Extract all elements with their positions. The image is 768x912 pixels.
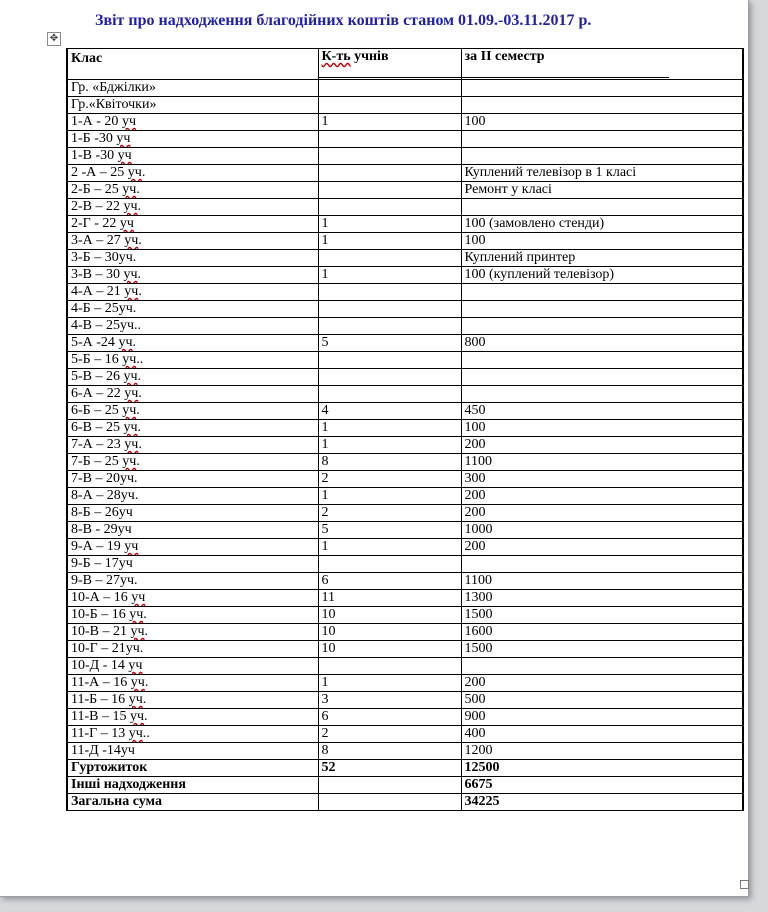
table-row <box>67 607 743 624</box>
class-label: 6-Б – 25 <box>71 403 123 418</box>
class-label-suffix: . <box>142 692 147 707</box>
amount-cell: 1500 <box>461 607 743 624</box>
class-label-underlined: уч <box>117 148 132 163</box>
amount-cell <box>461 80 743 97</box>
table-row <box>67 97 743 114</box>
amount-cell: 1000 <box>461 522 743 539</box>
table-row <box>67 675 743 692</box>
amount-cell <box>461 318 743 335</box>
class-cell <box>67 726 318 743</box>
count-cell: 5 <box>318 335 461 352</box>
class-cell <box>67 199 318 216</box>
amount-cell: Куплений телевізор в 1 класі <box>461 165 743 182</box>
totals-label: Інші надходження <box>67 777 318 794</box>
amount-cell: 500 <box>461 692 743 709</box>
count-cell: 1 <box>318 488 461 505</box>
class-label-suffix: . <box>138 233 142 248</box>
count-cell: 4 <box>318 403 461 420</box>
amount-cell: 400 <box>461 726 743 743</box>
count-cell: 2 <box>318 726 461 743</box>
class-label: Гр. «Бджілки» <box>71 80 156 95</box>
class-label: 1-А - 20 <box>71 114 122 129</box>
class-label-suffix: . <box>144 709 148 724</box>
class-label-underlined: уч <box>123 420 138 435</box>
table-row <box>67 420 743 437</box>
class-cell <box>67 522 318 539</box>
class-label-underlined: уч <box>128 658 143 673</box>
class-label: 11-Г – 13 <box>71 726 129 741</box>
class-label-suffix: . <box>136 403 140 418</box>
class-cell <box>67 573 318 590</box>
table-row <box>67 641 743 658</box>
amount-cell <box>461 556 743 573</box>
class-label: 2-Г - 22 <box>71 216 120 231</box>
totals-label: Гуртожиток <box>67 760 318 777</box>
count-cell: 2 <box>318 471 461 488</box>
class-cell <box>67 556 318 573</box>
class-label-underlined: уч <box>122 403 137 418</box>
class-label-underlined: уч <box>129 709 145 724</box>
count-cell: 6 <box>318 573 461 590</box>
amount-cell: 100 (куплений телевізор) <box>461 267 743 284</box>
class-label: 4-В – 25уч.. <box>71 318 142 333</box>
class-label-suffix: .. <box>142 726 150 741</box>
class-label: 9-В – 27уч. <box>71 573 138 588</box>
class-label-underlined: уч <box>127 165 142 180</box>
table-row <box>67 692 743 709</box>
class-cell <box>67 471 318 488</box>
table-row <box>67 709 743 726</box>
count-cell <box>318 250 461 267</box>
table-row <box>67 335 743 352</box>
count-cell: 5 <box>318 522 461 539</box>
class-label: 10-Б – 16 <box>71 607 130 622</box>
amount-cell: 200 <box>461 505 743 522</box>
class-label: 8-Б – 26уч <box>71 505 133 520</box>
report-title: Звіт про надходження благодійних коштів станом 01.09.-03.11.2017 р. <box>95 12 592 29</box>
table-row <box>67 743 743 760</box>
count-cell <box>318 131 461 148</box>
amount-cell: Ремонт у класі <box>461 182 743 199</box>
class-cell <box>67 709 318 726</box>
class-cell <box>67 97 318 114</box>
class-label: 7-Б – 25 <box>71 454 123 469</box>
class-cell <box>67 80 318 97</box>
count-cell <box>318 301 461 318</box>
class-label: 11-В – 15 <box>71 709 130 724</box>
table-row <box>67 437 743 454</box>
count-cell <box>318 97 461 114</box>
count-cell: 8 <box>318 743 461 760</box>
class-cell <box>67 335 318 352</box>
totals-label: Загальна сума <box>67 794 318 811</box>
header-semester: за II семестр <box>461 49 743 80</box>
count-cell <box>318 199 461 216</box>
class-cell <box>67 369 318 386</box>
class-label-suffix: . <box>144 675 149 690</box>
totals-count <box>318 794 461 811</box>
count-cell: 1 <box>318 114 461 131</box>
class-label: 4-Б – 25уч. <box>71 301 137 316</box>
amount-cell <box>461 386 743 403</box>
table-row <box>67 301 743 318</box>
amount-cell: Куплений принтер <box>461 250 743 267</box>
header-sub-divider <box>319 77 669 78</box>
class-cell <box>67 692 318 709</box>
amount-cell <box>461 131 743 148</box>
class-label-underlined: уч <box>119 216 134 231</box>
class-label: 8-В - 29уч <box>71 522 132 537</box>
table-row <box>67 131 743 148</box>
totals-amount: 12500 <box>461 760 743 777</box>
totals-count <box>318 777 461 794</box>
count-cell: 1 <box>318 675 461 692</box>
table-row <box>67 318 743 335</box>
class-label-underlined: уч <box>123 267 138 282</box>
amount-cell: 1600 <box>461 624 743 641</box>
count-cell <box>318 369 461 386</box>
table-row <box>67 148 743 165</box>
amount-cell: 200 <box>461 675 743 692</box>
class-cell <box>67 131 318 148</box>
class-label: 9-А – 19 <box>71 539 125 554</box>
class-label-underlined: уч <box>116 131 131 146</box>
class-cell <box>67 165 318 182</box>
class-label-underlined: уч <box>128 692 143 707</box>
count-cell <box>318 182 461 199</box>
amount-cell: 1500 <box>461 641 743 658</box>
class-cell <box>67 114 318 131</box>
amount-cell: 200 <box>461 539 743 556</box>
class-label: 3-В – 30 <box>71 267 124 282</box>
class-cell <box>67 318 318 335</box>
count-cell <box>318 165 461 182</box>
class-cell <box>67 284 318 301</box>
class-label: 6-А – 22 <box>71 386 125 401</box>
amount-cell <box>461 97 743 114</box>
table-row <box>67 250 743 267</box>
class-label-underlined: уч <box>122 352 137 367</box>
count-cell <box>318 556 461 573</box>
class-cell <box>67 624 318 641</box>
table-row <box>67 454 743 471</box>
class-label-underlined: уч <box>131 590 146 605</box>
class-label-underlined: уч <box>122 182 137 197</box>
amount-cell <box>461 199 743 216</box>
class-label: 10-В – 21 <box>71 624 131 639</box>
class-cell <box>67 250 318 267</box>
table-resize-handle[interactable] <box>740 880 749 889</box>
count-cell: 1 <box>318 437 461 454</box>
table-row <box>67 216 743 233</box>
header-count-abbr: К-ть <box>321 49 351 64</box>
class-label-underlined: уч <box>121 114 136 129</box>
table-row <box>67 471 743 488</box>
table-row <box>67 539 743 556</box>
count-cell: 1 <box>318 267 461 284</box>
amount-cell: 100 <box>461 420 743 437</box>
class-label-underlined: уч <box>118 335 133 350</box>
class-label: 10-А – 16 <box>71 590 132 605</box>
class-cell <box>67 539 318 556</box>
count-cell: 2 <box>318 505 461 522</box>
class-label-suffix: . <box>137 369 142 384</box>
class-label-suffix: . <box>141 165 146 180</box>
count-cell <box>318 318 461 335</box>
class-cell <box>67 420 318 437</box>
count-cell <box>318 80 461 97</box>
header-count-rest: учнів <box>350 49 389 64</box>
table-row <box>67 488 743 505</box>
class-label-suffix: . <box>138 386 142 401</box>
class-label-suffix: . <box>143 607 147 622</box>
table-row <box>67 199 743 216</box>
class-label-underlined: уч <box>122 454 137 469</box>
table-header-row <box>67 49 743 80</box>
totals-row <box>67 777 743 794</box>
class-label-underlined: уч <box>124 437 139 452</box>
count-cell: 1 <box>318 420 461 437</box>
count-cell: 6 <box>318 709 461 726</box>
amount-cell <box>461 352 743 369</box>
class-label: 11-Д -14уч <box>71 743 135 758</box>
class-label-suffix: . <box>144 624 149 639</box>
class-label-underlined: уч <box>124 539 139 554</box>
class-cell <box>67 488 318 505</box>
class-label-suffix: .. <box>136 352 144 367</box>
count-cell: 8 <box>318 454 461 471</box>
class-label: 4-А – 21 <box>71 284 125 299</box>
class-cell <box>67 182 318 199</box>
class-cell <box>67 352 318 369</box>
count-cell: 1 <box>318 233 461 250</box>
table-row <box>67 114 743 131</box>
class-cell <box>67 658 318 675</box>
class-label-underlined: уч <box>123 199 138 214</box>
class-cell <box>67 403 318 420</box>
class-label-underlined: уч <box>124 386 139 401</box>
class-cell <box>67 437 318 454</box>
class-label: 2-В – 22 <box>71 199 124 214</box>
class-label-underlined: уч <box>123 369 138 384</box>
class-label: 11-Б – 16 <box>71 692 129 707</box>
class-label-underlined: уч <box>130 675 145 690</box>
table-row <box>67 590 743 607</box>
count-cell <box>318 386 461 403</box>
class-label-suffix: . <box>137 267 142 282</box>
class-cell <box>67 641 318 658</box>
table-row <box>67 267 743 284</box>
totals-row <box>67 760 743 777</box>
amount-cell: 200 <box>461 437 743 454</box>
amount-cell: 300 <box>461 471 743 488</box>
class-label-suffix: . <box>138 284 142 299</box>
table-row <box>67 522 743 539</box>
class-label: 9-Б – 17уч <box>71 556 133 571</box>
class-cell <box>67 233 318 250</box>
class-cell <box>67 454 318 471</box>
class-cell <box>67 148 318 165</box>
table-row <box>67 233 743 250</box>
amount-cell <box>461 369 743 386</box>
count-cell <box>318 352 461 369</box>
class-cell <box>67 607 318 624</box>
amount-cell: 800 <box>461 335 743 352</box>
table-row <box>67 505 743 522</box>
table-row <box>67 658 743 675</box>
amount-cell: 1100 <box>461 454 743 471</box>
amount-cell: 1200 <box>461 743 743 760</box>
totals-amount: 34225 <box>461 794 743 811</box>
amount-cell: 1100 <box>461 573 743 590</box>
count-cell: 10 <box>318 624 461 641</box>
class-label-underlined: уч <box>130 624 145 639</box>
class-cell <box>67 505 318 522</box>
amount-cell: 200 <box>461 488 743 505</box>
class-label: 5-А -24 <box>71 335 119 350</box>
class-label: 2 -А – 25 <box>71 165 128 180</box>
totals-amount: 6675 <box>461 777 743 794</box>
class-label-suffix: . <box>136 454 140 469</box>
amount-cell <box>461 284 743 301</box>
class-cell <box>67 267 318 284</box>
header-count <box>318 49 461 80</box>
amount-cell: 450 <box>461 403 743 420</box>
class-cell <box>67 675 318 692</box>
count-cell <box>318 284 461 301</box>
class-cell <box>67 743 318 760</box>
table-row <box>67 369 743 386</box>
class-label: 7-А – 23 <box>71 437 125 452</box>
class-label: 3-А – 27 <box>71 233 125 248</box>
class-label: 10-Д - 14 <box>71 658 129 673</box>
table-row <box>67 624 743 641</box>
amount-cell: 100 <box>461 233 743 250</box>
class-label: 5-Б – 16 <box>71 352 123 367</box>
table-row <box>67 80 743 97</box>
amount-cell <box>461 148 743 165</box>
class-label: 10-Г – 21уч. <box>71 641 144 656</box>
table-row <box>67 352 743 369</box>
count-cell: 1 <box>318 216 461 233</box>
class-label-suffix: . <box>137 420 142 435</box>
header-class: Клас <box>67 49 318 80</box>
class-label: 8-А – 28уч. <box>71 488 139 503</box>
class-label-suffix: . <box>132 335 136 350</box>
class-label: 6-В – 25 <box>71 420 124 435</box>
count-cell <box>318 658 461 675</box>
class-label: 11-А – 16 <box>71 675 131 690</box>
table-row <box>67 573 743 590</box>
class-cell <box>67 301 318 318</box>
class-cell <box>67 590 318 607</box>
amount-cell: 100 (замовлено стенди) <box>461 216 743 233</box>
class-label: Гр.«Квіточки» <box>71 97 157 112</box>
class-label: 3-Б – 30уч. <box>71 250 137 265</box>
amount-cell: 100 <box>461 114 743 131</box>
amount-cell <box>461 301 743 318</box>
table-row <box>67 556 743 573</box>
class-label-suffix: . <box>137 199 142 214</box>
class-label: 1-Б -30 <box>71 131 117 146</box>
class-cell <box>67 216 318 233</box>
amount-cell: 1300 <box>461 590 743 607</box>
table-row <box>67 386 743 403</box>
count-cell: 10 <box>318 641 461 658</box>
class-label: 7-В – 20уч. <box>71 471 138 486</box>
totals-count: 52 <box>318 760 461 777</box>
table-row <box>67 182 743 199</box>
class-cell <box>67 386 318 403</box>
class-label: 1-В -30 <box>71 148 118 163</box>
table-row <box>67 403 743 420</box>
class-label: 5-В – 26 <box>71 369 124 384</box>
count-cell: 11 <box>318 590 461 607</box>
table-move-handle-icon[interactable]: ✥ <box>47 32 61 46</box>
class-label-suffix: . <box>138 437 142 452</box>
class-label-suffix: . <box>136 182 140 197</box>
count-cell: 1 <box>318 539 461 556</box>
table-row <box>67 726 743 743</box>
class-label: 2-Б – 25 <box>71 182 123 197</box>
count-cell <box>318 148 461 165</box>
count-cell: 3 <box>318 692 461 709</box>
table-row <box>67 165 743 182</box>
amount-cell: 900 <box>461 709 743 726</box>
totals-row <box>67 794 743 811</box>
table-row <box>67 284 743 301</box>
amount-cell <box>461 658 743 675</box>
count-cell: 10 <box>318 607 461 624</box>
class-label-underlined: уч <box>129 607 144 622</box>
donations-table <box>66 48 744 811</box>
class-label-underlined: уч <box>124 284 139 299</box>
class-label-underlined: уч <box>124 233 139 248</box>
class-label-underlined: уч <box>128 726 143 741</box>
